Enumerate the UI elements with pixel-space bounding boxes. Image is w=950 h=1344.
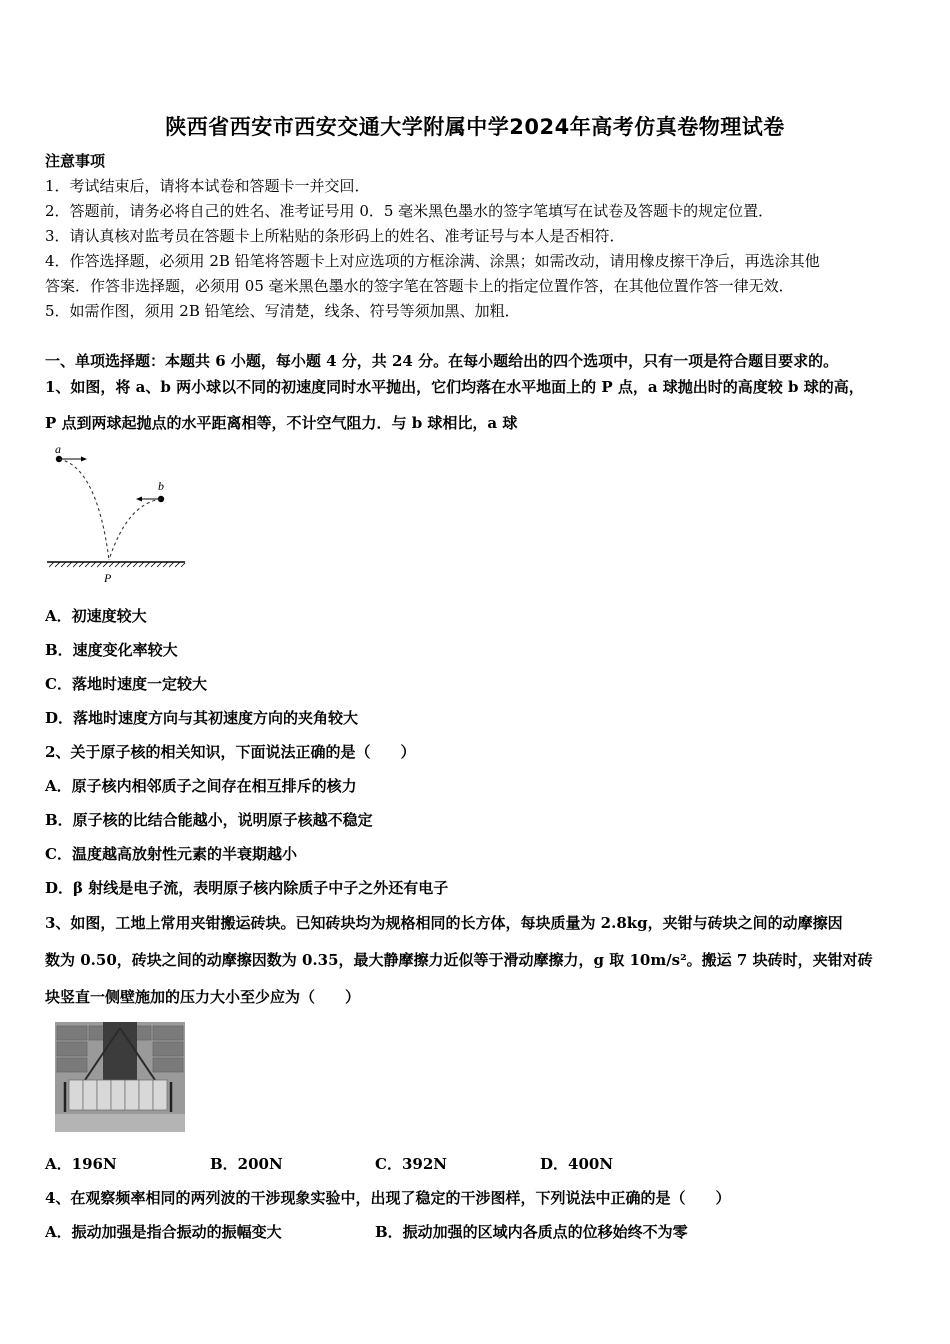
notice-item: 2．答题前，请务必将自己的姓名、准考证号用 0．5 毫米黑色墨水的签字笔填写在试卷及答题卡的规定位置． xyxy=(45,202,774,220)
q1-option-c: C．落地时速度一定较大 xyxy=(45,675,207,693)
q1-projectile-figure xyxy=(45,440,190,590)
q4-option-a: A．振动加强是指合振动的振幅变大 xyxy=(45,1223,282,1241)
notice-item: 答案．作答非选择题，必须用 05 毫米黑色墨水的签字笔在答题卡上的指定位置作答，在其他位置作答一律无效． xyxy=(45,277,794,295)
trajectory-a xyxy=(59,459,109,560)
q2-option-a: A．原子核内相邻质子之间存在相互排斥的核力 xyxy=(45,777,357,795)
q3-stem-line3: 块竖直一侧壁施加的压力大小至少应为（ ） xyxy=(45,988,361,1006)
ball-b-arrowhead xyxy=(136,497,142,502)
notice-item: 4．作答选择题，必须用 2B 铅笔将答题卡上对应选项的方框涂满、涂黑；如需改动，请用橡皮擦干净后，再选涂其他 xyxy=(45,252,820,270)
q3-brick-clamp-photo xyxy=(55,1022,185,1132)
section-heading: 一、单项选择题：本题共 6 小题，每小题 4 分，共 24 分。在每小题给出的四个选项中，只有一项是符合题目要求的。 xyxy=(45,352,839,370)
q2-option-d: D．β 射线是电子流，表明原子核内除质子中子之外还有电子 xyxy=(45,879,449,897)
q1-stem-line2: P 点到两球起抛点的水平距离相等，不计空气阻力．与 b 球相比，a 球 xyxy=(45,414,518,432)
q4-option-b: B．振动加强的区域内各质点的位移始终不为零 xyxy=(375,1223,688,1241)
q4-stem: 4、在观察频率相同的两列波的干涉现象实验中，出现了稳定的干涉图样，下列说法中正确的是（ ） xyxy=(45,1189,731,1207)
q2-stem: 2、关于原子核的相关知识，下面说法正确的是（ ） xyxy=(45,743,416,761)
q1-option-a: A．初速度较大 xyxy=(45,607,147,625)
page-title: 陕西省西安市西安交通大学附属中学2024年高考仿真卷物理试卷 xyxy=(165,115,785,139)
q1-option-d: D．落地时速度方向与其初速度方向的夹角较大 xyxy=(45,709,359,727)
q3-option-b: B．200N xyxy=(210,1155,283,1173)
q3-stem-line2: 数为 0.50，砖块之间的动摩擦因数为 0.35，最大静摩擦力近似等于滑动摩擦力，g 取 10m/s²。搬运 7 块砖时，夹钳对砖 xyxy=(45,951,873,969)
ball-a-arrowhead xyxy=(81,457,87,462)
q3-option-a: A．196N xyxy=(45,1155,117,1173)
q3-option-d: D．400N xyxy=(540,1155,614,1173)
q3-option-c: C．392N xyxy=(375,1155,447,1173)
ground-hatching xyxy=(49,562,185,567)
notice-item: 3．请认真核对监考员在答题卡上所粘贴的条形码上的姓名、准考证号与本人是否相符． xyxy=(45,227,625,245)
q2-option-c: C．温度越高放射性元素的半衰期越小 xyxy=(45,845,297,863)
label-b: b xyxy=(158,479,164,493)
q3-stem-line1: 3、如图，工地上常用夹钳搬运砖块。已知砖块均为规格相同的长方体，每块质量为 2.8kg，夹钳与砖块之间的动摩擦因 xyxy=(45,914,843,932)
q1-option-b: B．速度变化率较大 xyxy=(45,641,178,659)
notice-item: 1．考试结束后，请将本试卷和答题卡一并交回． xyxy=(45,177,370,195)
notice-heading: 注意事项 xyxy=(45,152,106,170)
label-a: a xyxy=(55,442,61,456)
notice-item: 5．如需作图，须用 2B 铅笔绘、写清楚，线条、符号等须加黑、加粗． xyxy=(45,302,520,320)
label-p: P xyxy=(104,571,112,585)
ground xyxy=(55,1114,185,1132)
trajectory-b xyxy=(109,499,161,560)
worker-legs xyxy=(103,1022,137,1082)
q2-option-b: B．原子核的比结合能越小，说明原子核越不稳定 xyxy=(45,811,373,829)
q1-stem-line1: 1、如图，将 a、b 两小球以不同的初速度同时水平抛出，它们均落在水平地面上的 P 点，a 球抛出时的高度较 b 球的高， xyxy=(45,378,864,396)
clamped-bricks xyxy=(69,1080,167,1110)
